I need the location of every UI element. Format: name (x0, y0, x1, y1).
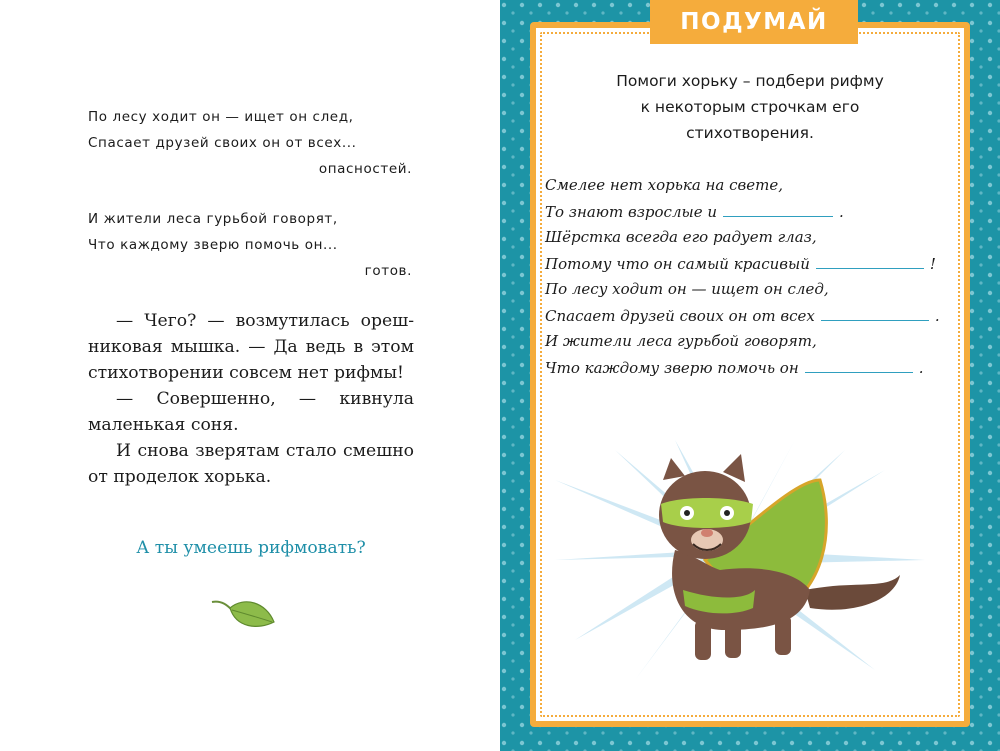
story-text (88, 308, 414, 490)
poem-block (88, 206, 412, 284)
task-line: к некоторым строчкам его (640, 98, 860, 116)
verse-line: Смелее нет хорька на свете, (545, 176, 784, 194)
task-line: Помоги хорьку – подбери рифму (616, 72, 884, 90)
verse-line: Спасает друзей своих он от всех . (545, 302, 940, 328)
verse-line: По лесу ходит он — ищет он след, (545, 280, 829, 298)
poem-line: готов. (364, 263, 412, 279)
verse-list (545, 172, 940, 380)
verse-line: То знают взрослые и . (545, 198, 940, 224)
poem-line: опасностей. (318, 161, 412, 177)
story-paragraph: И снова зверятам стало смешно от проделок хорька. (88, 441, 414, 487)
poem-line: По лесу ходит он — ищет он след, (88, 109, 354, 125)
answer-blank[interactable] (821, 302, 929, 321)
verse-line: И жители леса гурьбой говорят, (545, 332, 817, 350)
leaf-icon (210, 596, 276, 636)
story-paragraph: — Чего? — возмутилась орешниковая мышка. — Да ведь в этом стихотворении совсем нет рифмы! (88, 311, 414, 383)
verse-line: Шёрстка всегда его радует глаз, (545, 228, 817, 246)
poem-line: И жители леса гурьбой говорят, (88, 211, 338, 227)
verse-line: Что каждому зверю помочь он . (545, 354, 940, 380)
answer-blank[interactable] (723, 198, 833, 217)
answer-blank[interactable] (805, 354, 913, 373)
poem-line: Что каждому зверю помочь он... (88, 237, 338, 253)
verse-line: Потому что он самый красивый ! (545, 250, 940, 276)
task-line: стихотворения. (686, 124, 814, 142)
rhyme-question: А ты умеешь рифмовать? (136, 538, 366, 558)
superhero-ferret-icon (555, 440, 935, 684)
task-instructions (540, 68, 960, 146)
think-badge: ПОДУМАЙ (650, 0, 858, 44)
story-paragraph: — Совершенно, — кивнула маленькая соня. (88, 389, 414, 435)
poem-line: Спасает друзей своих он от всех... (88, 135, 357, 151)
answer-blank[interactable] (816, 250, 924, 269)
